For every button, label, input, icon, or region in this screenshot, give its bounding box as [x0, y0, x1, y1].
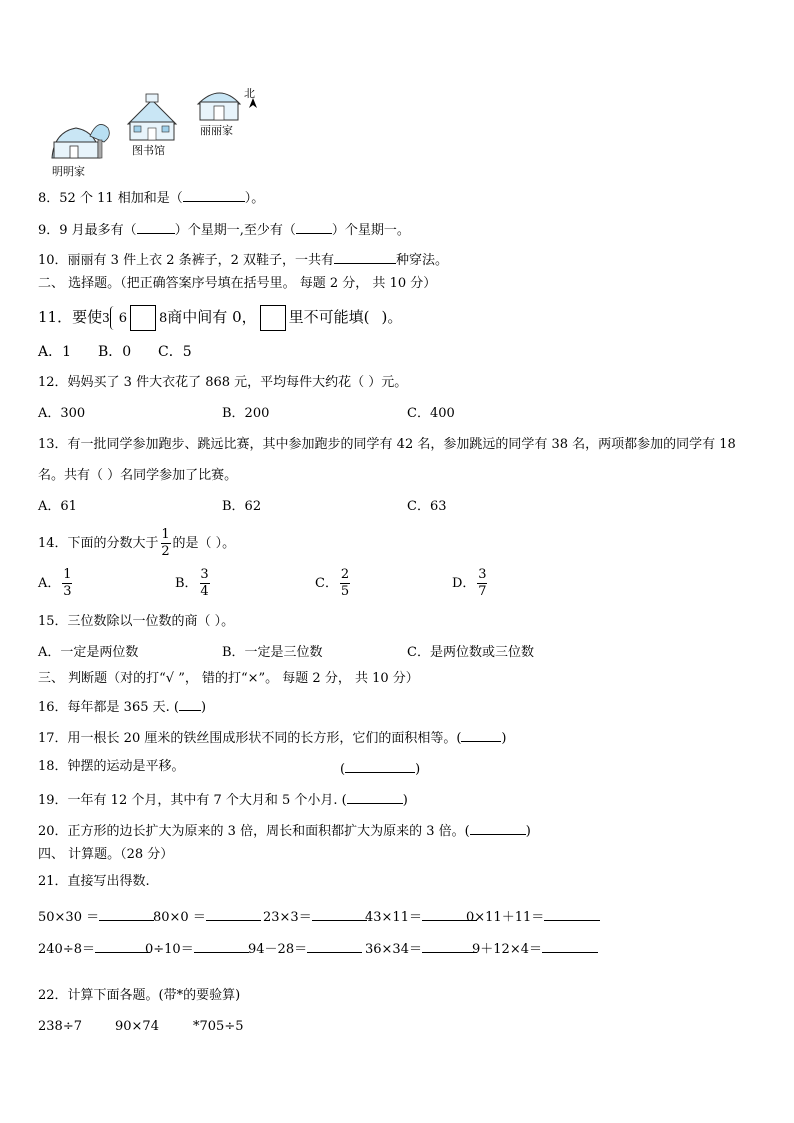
calc-row-2-item-5 — [472, 938, 598, 957]
question-21: 21．直接写出得数. — [38, 874, 150, 889]
q14-text-a: 14．下面的分数大于 — [38, 536, 159, 551]
q14-opt-a-frac — [62, 568, 72, 599]
calc-row-2-item-3 — [248, 938, 362, 957]
calc-blank[interactable] — [544, 907, 600, 921]
question-19 — [38, 790, 408, 809]
q22-item-2: 90×74 — [115, 1019, 159, 1034]
calc-row-2-item-2 — [145, 938, 249, 957]
mingming-home-label: 明明家 — [52, 165, 85, 178]
q19-blank[interactable] — [347, 790, 403, 804]
q11-divisor: 3 — [102, 311, 110, 325]
q11-text-c: 里不可能填( — [288, 308, 370, 326]
q18-paren-left: ( — [340, 762, 346, 777]
q17-text: 17．用一根长 20 厘米的铁丝围成形状不同的长方形，它们的面积相等。( — [38, 731, 462, 746]
q14-option-a[interactable] — [38, 566, 74, 602]
frac-den: 7 — [478, 584, 487, 599]
question-16 — [38, 697, 206, 716]
q14-text-b: 的是（ ）。 — [172, 536, 236, 551]
calc-blank[interactable] — [422, 939, 477, 953]
section-4-heading: 四、 计算题。（28 分） — [38, 847, 174, 862]
q22-item-3: *705÷5 — [193, 1019, 244, 1034]
frac-num: 3 — [478, 567, 487, 582]
calc-blank[interactable] — [95, 939, 150, 953]
calc-row-2-item-4 — [365, 938, 477, 957]
calc-text: 43×11＝ — [365, 910, 422, 925]
division-bracket-icon — [110, 306, 117, 330]
lili-home-label: 丽丽家 — [200, 124, 233, 137]
calc-blank[interactable] — [312, 907, 367, 921]
q16-blank[interactable] — [179, 697, 201, 711]
frac-num: 2 — [340, 567, 350, 582]
question-18: 18．钟摆的运动是平移。 — [38, 759, 185, 774]
q10-blank[interactable] — [334, 250, 396, 264]
calc-blank[interactable] — [99, 907, 154, 921]
q14-option-d[interactable] — [452, 566, 489, 602]
library-label: 图书馆 — [132, 144, 165, 157]
calc-text: 240÷8＝ — [38, 942, 95, 957]
q11-digit-6: 6 — [118, 311, 128, 326]
q12-option-b[interactable]: B．200 — [222, 406, 270, 421]
q14-opt-c-frac — [340, 568, 350, 599]
q20-text: 20．正方形的边长扩大为原来的 3 倍，周长和面积都扩大为原来的 3 倍。( — [38, 824, 470, 839]
q20-end: ) — [525, 824, 531, 839]
q11-option-a[interactable]: A．1 — [38, 344, 72, 360]
q12-option-c[interactable]: C．400 — [407, 406, 455, 421]
q11-text-b: 商中间有 0， — [167, 308, 257, 326]
q14-opt-c-label: C． — [315, 576, 338, 591]
question-17 — [38, 728, 507, 747]
q15-option-a[interactable]: A．一定是两位数 — [38, 645, 139, 660]
q16-end: ) — [200, 700, 207, 715]
q14-option-c[interactable] — [315, 566, 352, 602]
q13-option-c[interactable]: C．63 — [407, 499, 447, 514]
calc-text: 50×30 ＝ — [38, 910, 100, 925]
q11-text-a: 11．要使 — [38, 308, 103, 326]
q15-option-c[interactable]: C．是两位数或三位数 — [407, 645, 534, 660]
calc-row-1-item-2 — [153, 906, 261, 925]
section-2-heading: 二、 选择题。（把正确答案序号填在括号里。 每题 2 分， 共 10 分） — [38, 276, 437, 291]
calc-text: 0×11＋11＝ — [466, 910, 545, 925]
calc-row-2-item-1 — [38, 938, 150, 957]
calc-text: 80×0 ＝ — [153, 910, 206, 925]
question-14 — [38, 528, 235, 559]
calc-blank[interactable] — [307, 939, 362, 953]
question-10 — [38, 250, 448, 269]
q14-opt-d-label: D． — [452, 576, 476, 591]
question-15: 15．三位数除以一位数的商（ ）。 — [38, 614, 235, 629]
q8-end: ）。 — [244, 191, 265, 206]
question-8 — [38, 188, 264, 207]
q12-option-a[interactable]: A．300 — [38, 406, 86, 421]
q16-text: 16．每年都是 365 天. ( — [38, 700, 179, 715]
calc-text: 23×3＝ — [263, 910, 312, 925]
q10-text-a: 10．丽丽有 3 件上衣 2 条裤子，2 双鞋子，一共有 — [38, 253, 335, 268]
q14-fraction — [161, 528, 171, 559]
q11-text-d: )。 — [381, 308, 403, 326]
calc-text: 0÷10＝ — [145, 942, 194, 957]
north-label: 北 — [244, 87, 255, 100]
calc-text: 9＋12×4＝ — [472, 942, 542, 957]
question-22: 22．计算下面各题。(带*的要验算) — [38, 988, 241, 1003]
question-13-line-1: 13．有一批同学参加跑步、跳远比赛，其中参加跑步的同学有 42 名，参加跳远的同学有 38 名，两项都参加的同学有 18 — [38, 437, 736, 452]
question-9 — [38, 220, 410, 239]
q8-answer-blank[interactable] — [183, 188, 245, 202]
calc-row-1-item-1 — [38, 906, 154, 925]
frac-den: 4 — [200, 584, 209, 599]
frac-den: 3 — [63, 584, 72, 599]
q10-text-b: 种穿法。 — [396, 253, 449, 268]
calc-row-1-item-3 — [263, 906, 367, 925]
q11-option-c[interactable]: C．5 — [158, 344, 192, 360]
q11-box-2[interactable] — [260, 305, 286, 331]
q19-end: ) — [402, 793, 408, 808]
q9-blank-1[interactable] — [137, 220, 175, 234]
question-12: 12．妈妈买了 3 件大衣花了 868 元，平均每件大约花（ ）元。 — [38, 375, 408, 390]
lili-house-icon — [198, 93, 240, 120]
q17-end: ) — [501, 731, 507, 746]
q22-item-1: 238÷7 — [38, 1019, 82, 1034]
q14-opt-d-frac — [477, 568, 487, 599]
calc-text: 94－28＝ — [248, 942, 308, 957]
q9-text-a: 9．9 月最多有（ — [38, 223, 137, 238]
calc-blank[interactable] — [194, 939, 249, 953]
question-11 — [38, 302, 402, 334]
q14-frac-den: 2 — [161, 544, 170, 559]
q18-blank[interactable] — [345, 759, 415, 773]
mingming-house-icon — [52, 124, 109, 158]
q9-text-c: ）个星期一。 — [331, 223, 410, 238]
q14-opt-b-label: B． — [175, 576, 198, 591]
library-building-icon — [128, 94, 176, 140]
q13-option-b[interactable]: B．62 — [222, 499, 262, 514]
q14-frac-num: 1 — [161, 527, 170, 542]
q14-option-b[interactable] — [175, 566, 212, 602]
frac-den: 5 — [340, 584, 350, 599]
calc-row-1-item-4 — [365, 906, 477, 925]
q13-option-a[interactable]: A．61 — [38, 499, 77, 514]
q9-blank-2[interactable] — [296, 220, 332, 234]
calc-row-1-item-5 — [466, 906, 600, 925]
q15-option-b[interactable]: B．一定是三位数 — [222, 645, 323, 660]
question-13-line-2: 名。共有（ ）名同学参加了比赛。 — [38, 468, 238, 483]
calc-blank[interactable] — [206, 907, 261, 921]
q11-box-1[interactable] — [130, 305, 156, 331]
frac-num: 3 — [200, 567, 209, 582]
q18-answer — [340, 759, 420, 778]
q19-text: 19．一年有 12 个月，其中有 7 个大月和 5 个小月. ( — [38, 793, 347, 808]
q8-text: 8．52 个 11 相加和是（ — [38, 191, 183, 206]
q14-opt-a-label: A． — [38, 576, 61, 591]
calc-blank[interactable] — [542, 939, 598, 953]
q18-paren-right: ) — [415, 762, 421, 777]
q14-opt-b-frac — [200, 568, 210, 599]
question-20 — [38, 821, 531, 840]
calc-text: 36×34＝ — [365, 942, 422, 957]
q11-option-b[interactable]: B．0 — [98, 344, 132, 360]
q11-digit-8: 8 — [159, 311, 168, 326]
frac-num: 1 — [63, 567, 72, 582]
q20-blank[interactable] — [470, 821, 526, 835]
q17-blank[interactable] — [461, 728, 501, 742]
section-3-heading: 三、 判断题（对的打“√ ”， 错的打“×”。 每题 2 分， 共 10 分） — [38, 671, 419, 686]
q9-text-b: ）个星期一,至少有（ — [174, 223, 296, 238]
